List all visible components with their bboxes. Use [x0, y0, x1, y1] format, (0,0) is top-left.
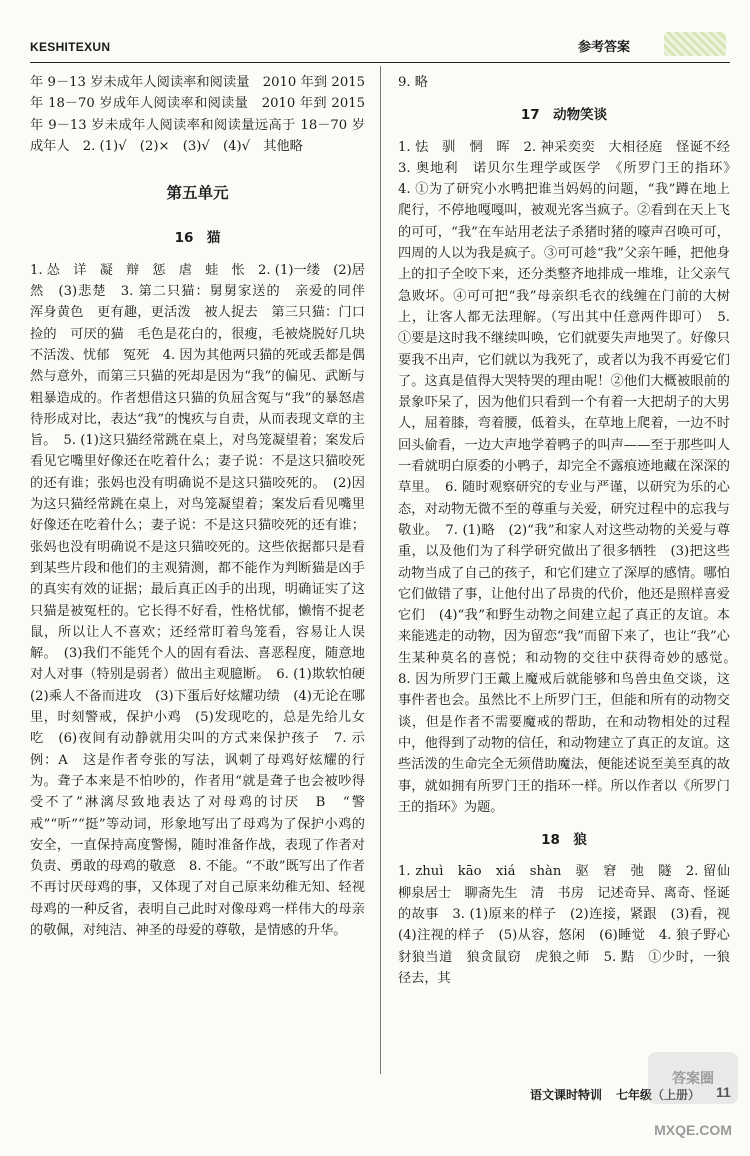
brand-label: KESHITEXUN	[30, 40, 111, 54]
unit-title: 第五单元	[166, 184, 229, 203]
footer-book: 语文课时特训	[530, 1088, 603, 1102]
item-9: 9. 略	[398, 75, 428, 90]
column-divider	[380, 66, 381, 1074]
lesson-18-title: 18 狼	[541, 832, 587, 849]
page-number: 11	[716, 1084, 731, 1100]
lesson-17-answers: 1. 怯 驯 惘 晖 2. 神采奕奕 大相径庭 怪诞不经 3. 奥地利 诺贝尔生理学或医学 《所罗门王的指环》 4. ①为了研究小水鸭把谁当妈妈的问题，“我”蹲在地上爬行，不停地嘎嘎叫，被观光客当疯子。②看到在天上飞的可可，“我”在车站用老法子杀猪时猪的嚎声召唤可可，四周的人以为我是疯子。③可可趁“我”父亲午睡，把他身上的扣子全咬下来，还分类整齐地排成一堆堆，让父亲气急败坏。④可可把“我”母亲织毛衣的线缠在门前的大树上，让客人都无法理解。（写出其中任意两件即可） 5. ①要是这时我不继续叫唤，它们就要失声地哭了。好像只要我不出声，它们就以为我死了，或者以为我不再爱它们了。这真是值得大哭特哭的理由呢！②他们大概被眼前的景象吓呆了，因为他们只看到一个有着一大把胡子的大男人，屈着膝，弯着腰，低着头，在草地上爬着，一边不时回头偷看，一边大声地学着鸭子的叫声——至于那些叫人一看就明白原委的小鸭子，却完全不露痕迹地藏在深深的草里。 6. 随时观察研究的专业与严谨，以研究为乐的心态，对动物无微不至的尊重与关爱，研究过程中的忘我与敬业。 7. (1)略 (2)“我”和家人对这些动物的关爱与尊重，以及他们为了科学研究做出了很多牺牲 (3)把这些动物当成了自己的孩子，和它们建立了深厚的感情。哪怕它们做错了事，让他付出了昂贵的代价，他还是照样喜爱它们 (4)“我”和野生动物之间建立起了真正的友谊。本来能逃走的动物，因为留恋“我”而留下来了，也让“我”心生某种莫名的喜悦；和动物的交往中获得奇妙的感觉。 8. 因为所罗门王戴上魔戒后就能够和鸟兽虫鱼交谈，这事件者也会。虽然比不上所罗门王，但能和所有的动物交谈，但是作者不需要魔戒的帮助，在和动物相处的过程中，他得到了动物的信任，和动物建立了真正的友谊。这些活泼的生命完全无须借助魔法，便能述说至美至真的故事，就如拥有所罗门王的指环一样。所以作者以《所罗门王的指环》为题。	[398, 139, 744, 815]
right-column	[398, 72, 744, 989]
lesson-17-title: 17 动物笑谈	[520, 107, 608, 124]
section-title: 参考答案	[578, 40, 631, 55]
footer-grade: 七年级（上册）	[616, 1088, 701, 1102]
lesson-18-answers: 1. zhuì kāo xiá shàn 驱 窘 弛 隧 2. 留仙 柳泉居士 聊斋先生 清 书房 记述奇异、离奇、怪诞的故事 3. (1)原来的样子 (2)连接，紧跟 (3)看，视 (4)注视的样子 (5)从容，悠闲 (6)睡觉 4. 狼子野心 豺狼当道 狼贪鼠窃 虎狼之师 5. 黠 ①少时，一狼径去，其	[398, 864, 744, 986]
lesson-16-title: 16 猫	[174, 230, 221, 247]
header-rule	[30, 62, 730, 63]
header-decoration	[664, 32, 726, 56]
lesson-16-answers: 1. 怂 详 凝 辩 惩 虐 蛙 怅 2. (1)一缕 (2)居然 (3)悲楚 3. 第二只猫：舅舅家送的 亲爱的同伴 浑身黄色 更有趣，更活泼 被人捉去 第三只猫：门口捡的 可厌的猫 毛色是花白的，很瘦，毛被烧脱好几块 不活泼、忧郁 冤死 4. 因为其他两只猫的死或丢都是偶然与意外，而第三只猫的死却是因为“我”的偏见、武断与粗暴造成的。作者想借这只猫的负屈含冤与“我”的暴怒虐待形成对比，表达“我”的愧疚与自责，从而表现文章的主旨。 5. (1)这只猫经常跳在桌上，对鸟笼凝望着；案发后看见它嘴里好像还在吃着什么；妻子说：不是这只猫咬死的还有谁；张妈也没有明确说不是这只猫咬死的。 (2)因为这只猫经常跳在桌上，对鸟笼凝望着；案发后看见嘴里好像还在吃着什么；妻子说：不是这只猫咬死的还有谁；张妈也没有明确说不是这只猫咬死的。这些依据都只是看到某些片段和他们的主观猜测，都不能作为判断猫是凶手的真实有效的证据；最后真正凶手的出现，明确证实了这只猫是被冤枉的。它长得不好看，性格忧郁，懒惰不捉老鼠，所以让人不喜欢；还经常盯着鸟笼看，容易让人误解。 (3)我们不能凭个人的固有看法、喜恶程度，随意地对人对事（特别是弱者）做出主观臆断。 6. (1)欺软怕硬 (2)乘人不备而进攻 (3)下蛋后好炫耀功绩 (4)无论在哪里，时刻警戒，保护小鸡 (5)发现吃的，总是先给儿女吃 (6)夜间有动静就用尖叫的方式来保护孩子 7. 示例：A 这是作者夸张的写法，讽刺了母鸡好炫耀的行为。聋子本来是不怕吵的，作者用“就是聋子也会被吵得受不了”淋漓尽致地表达了对母鸡的讨厌 B “警戒”“听”“挺”等动词，形象地写出了母鸡为了保护小鸡的安全，一直保持高度警惕，随时准备作战，表现了作者对负责、勇敢的母鸡的敬意 8. 不能。“不敢”既写出了作者不再讨厌母鸡的事，又体现了对自己原来幼稚无知、轻视母鸡的一种反省，表明自己此时对像母鸡一样伟大的母亲的敬佩，对纯洁、神圣的母爱的尊敬，是情感的升华。	[30, 262, 379, 938]
watermark-logo: 答案圈 MXQE.COM	[648, 1052, 738, 1104]
intro-paragraph: 年 9－13 岁未成年人阅读率和阅读量 2010 年到 2015 年 18－70 岁成年人阅读率和阅读量 2010 年到 2015 年 9－13 岁未成年人阅读率和阅读量远高于 18－70 岁成年人 2. (1)√ (2)× (3)√ (4)√ 其他略	[30, 75, 365, 154]
left-column	[30, 72, 379, 941]
page-footer	[0, 1076, 750, 1115]
page-header	[0, 0, 750, 66]
